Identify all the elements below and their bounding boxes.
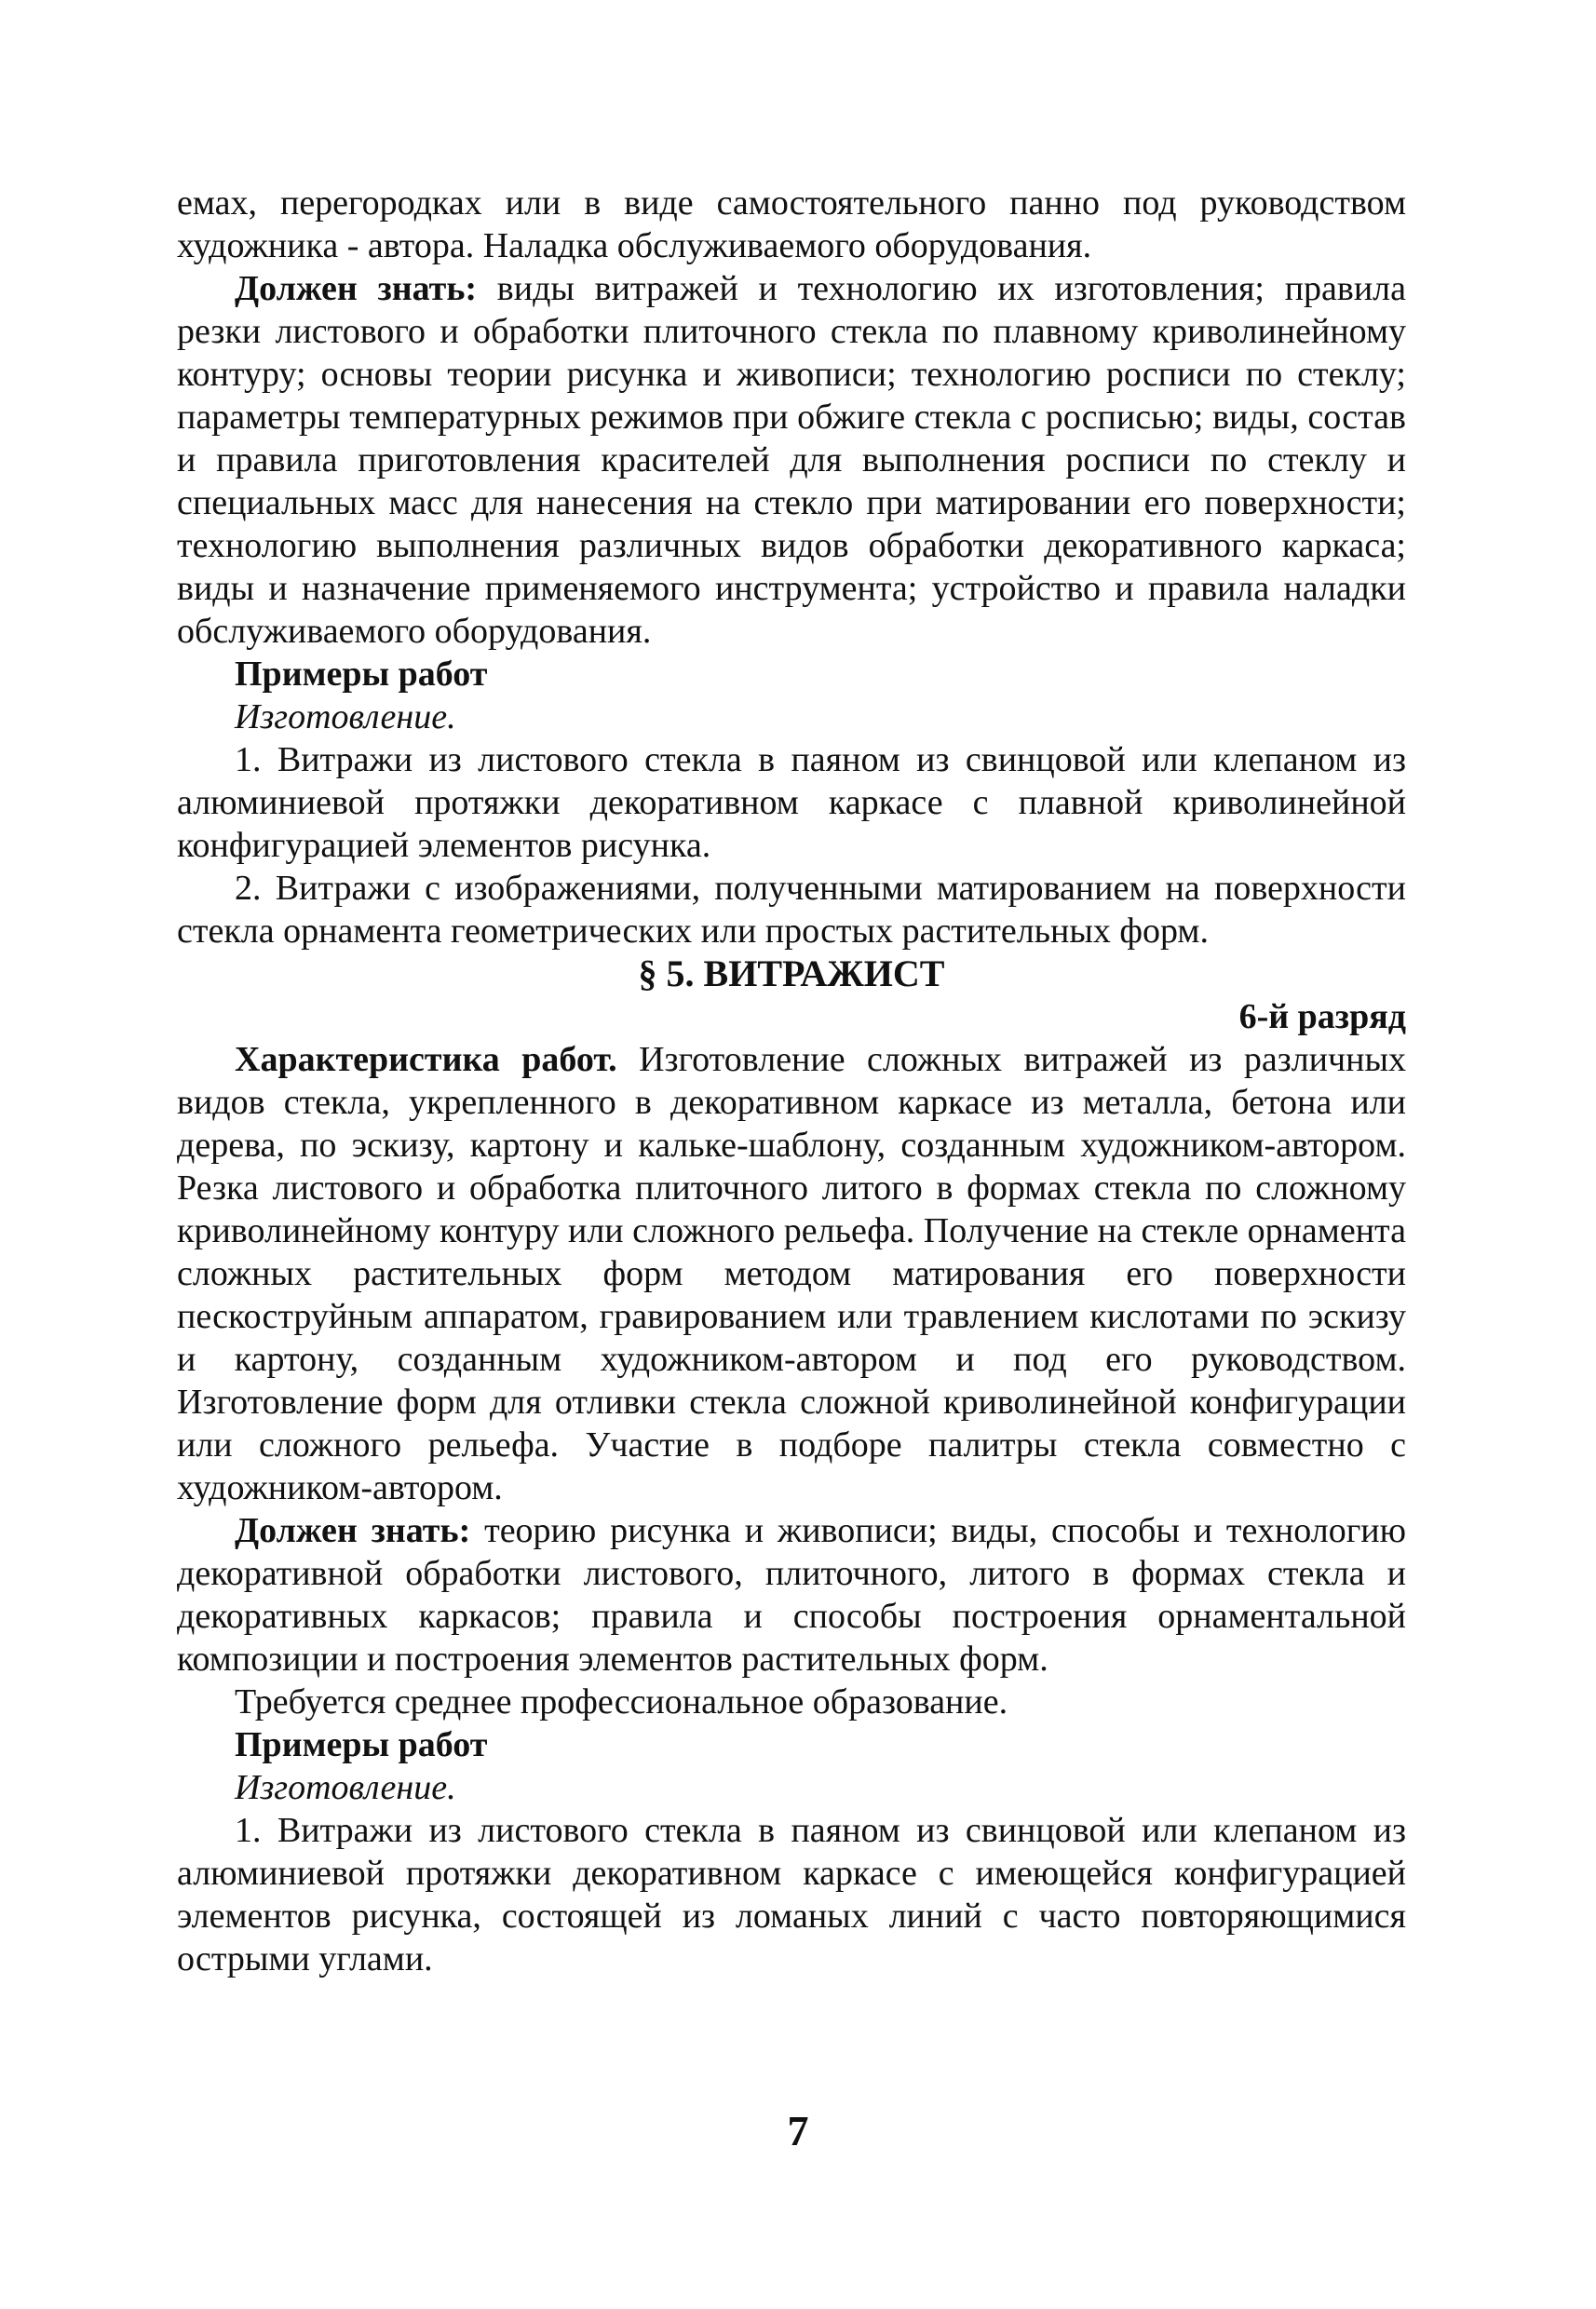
page-number: 7 [787, 2107, 809, 2154]
section-grade: 6-й разряд [1238, 997, 1406, 1036]
section-title: § 5. ВИТРАЖИСТ [638, 952, 945, 994]
section-characteristics-label: Характеристика работ. [235, 1040, 617, 1079]
section-characteristics-text: Изготовление сложных витражей из различных видов стекла, укрепленного в декоративном каркасе из металла, бетона или дерева, по эскизу, картону и кальке-шаблону, созданным художником-автором. Резка листового и обработка плиточного литого в формах стекла по сложному криволинейному контуру или сложного рельефа. Получение на стекле орнамента сложных растительных форм методом матирования его поверхности пескоструйным аппаратом, гравированием или травлением кислотами по эскизу и картону, созданным художником-автором и под его руководством. Изготовление форм для отливки стекла сложной криволинейной конфигурации или сложного рельефа. Участие в подборе палитры стекла совместно с художником-автором. [177, 1040, 1407, 1507]
section-examples-heading: Примеры работ [235, 1725, 488, 1764]
intro-continuation: емах, перегородках или в виде самостоятельного панно под руководством художника - автора. Наладка обслуживаемого оборудования. [177, 183, 1406, 265]
intro-example-1: 1. Витражи из листового стекла в паяном из свинцовой или клепаном из алюминиевой протяжки декоративном каркасе с плавной криволинейной конфигурацией элементов рисунка. [177, 740, 1406, 865]
intro-examples-heading: Примеры работ [235, 655, 488, 694]
section-education: Требуется среднее профессиональное образование. [235, 1682, 1008, 1722]
section-must-know-label: Должен знать: [235, 1511, 471, 1550]
intro-must-know-text: виды витражей и технологию их изготовления; правила резки листового и обработки плиточного стекла по плавному криволинейному контуру; основы теории рисунка и живописи; технологию росписи по стеклу; параметры температурных режимов при обжиге стекла с росписью; виды, состав и правила приготовления красителей для выполнения росписи по стеклу и специальных масс для нанесения на стекло при матировании его поверхности; технологию выполнения различных видов обработки декоративного каркаса; виды и назначение применяемого инструмента; устройство и правила наладки обслуживаемого оборудования. [177, 269, 1407, 651]
section-must-know-paragraph [177, 1509, 1406, 1681]
section-example-1: 1. Витражи из листового стекла в паяном из свинцовой или клепаном из алюминиевой протяжки декоративном каркасе с имеющейся конфигурацией элементов рисунка, состоящей из ломаных линий с часто повторяющимися острыми углами. [177, 1811, 1406, 1978]
document-page [177, 182, 1406, 1980]
section-characteristics-paragraph [177, 1038, 1406, 1509]
intro-must-know-paragraph [177, 267, 1406, 653]
section-examples-subheading: Изготовление. [235, 1768, 456, 1807]
intro-examples-subheading: Изготовление. [235, 697, 456, 736]
intro-must-know-label: Должен знать: [235, 269, 478, 308]
intro-example-2: 2. Витражи с изображениями, полученными матированием на поверхности стекла орнамента геометрических или простых растительных форм. [177, 869, 1406, 951]
section-must-know-text: теорию рисунка и живописи; виды, способы и технологию декоративной обработки листового, плиточного, литого в формах стекла и декоративных каркасов; правила и способы построения орнаментальной композиции и построения элементов растительных форм. [177, 1511, 1407, 1679]
